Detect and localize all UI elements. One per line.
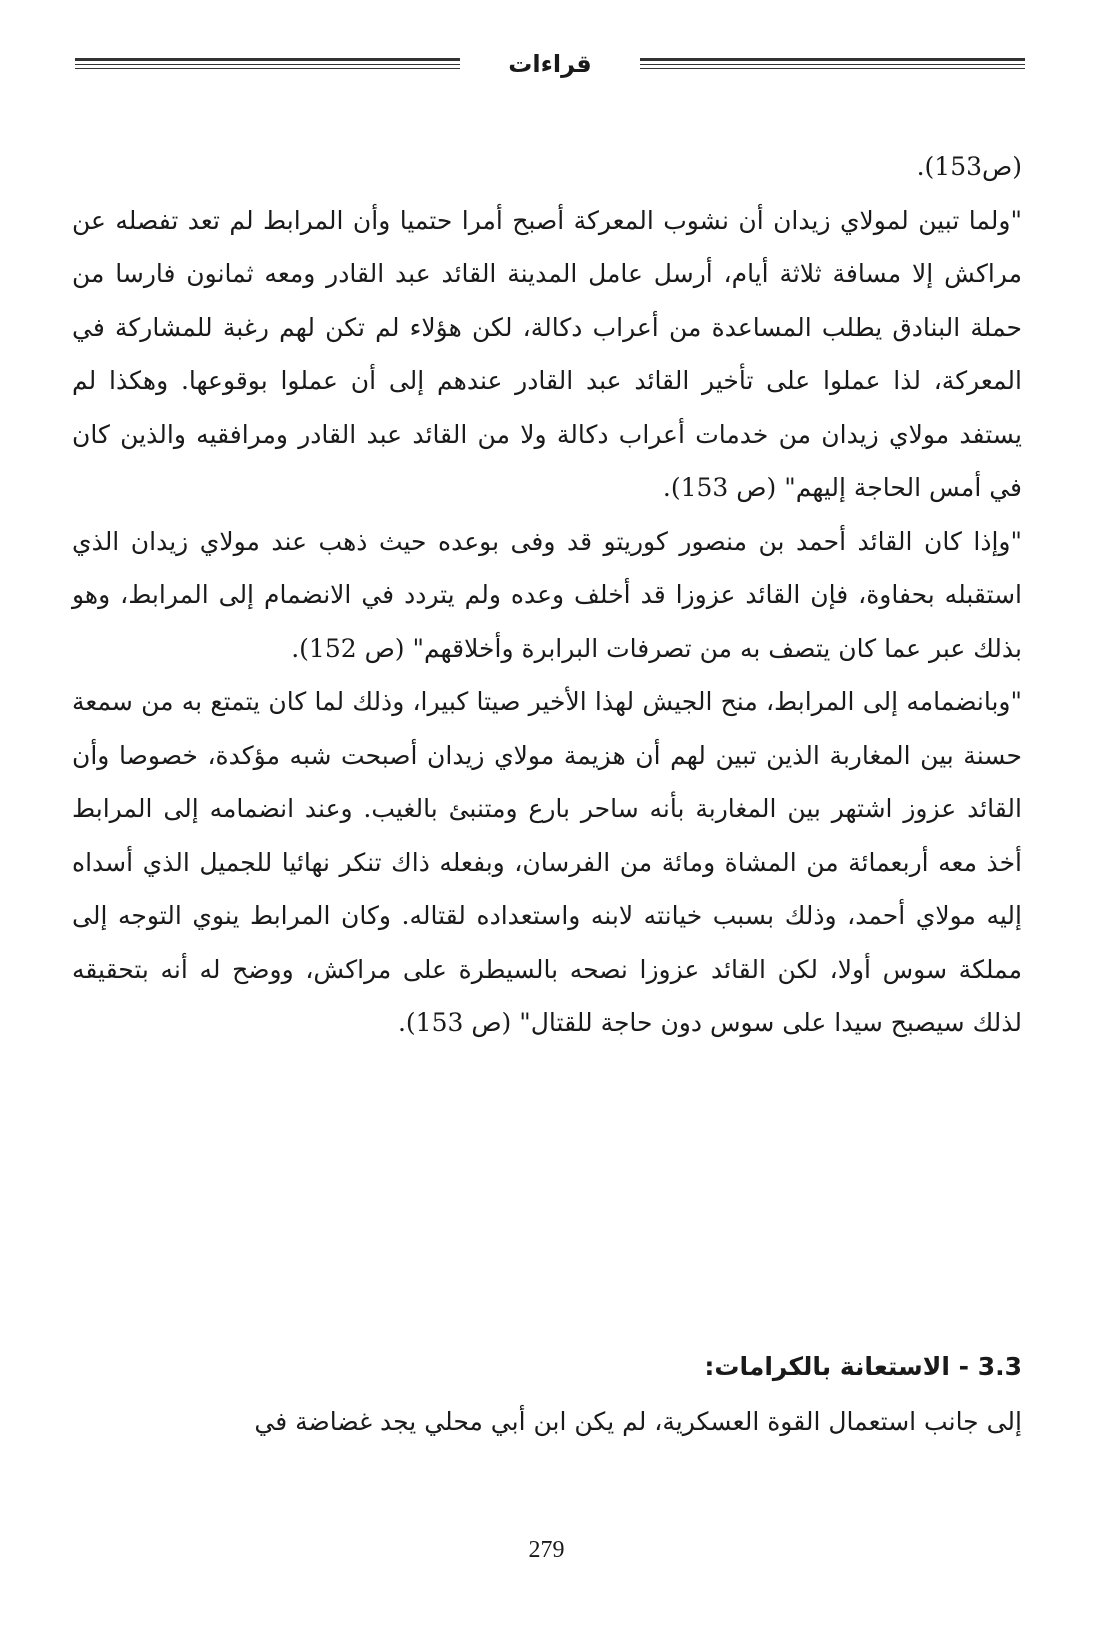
running-header xyxy=(75,44,1025,84)
opening-reference: (ص153). xyxy=(916,152,1022,181)
paragraph-3: "وبانضمامه إلى المرابط، منح الجيش لهذا الأخير صيتا كبيرا، وذلك لما كان يتمتع به من سمعة حسنة بين المغاربة الذين تبين لهم أن هزيمة مولاي زيدان أصبحت شبه مؤكدة، خصوصا وأن القائد عزوز اشتهر بين المغاربة بأنه ساحر بارع ومتنبئ بالغيب. وعند انضمامه إلى المرابط أخذ معه أربعمائة من المشاة ومائة من الفرسان، وبفعله ذاك تنكر نهائيا للجميل الذي أسداه إليه مولاي أحمد، وذلك بسبب خيانته لابنه واستعداده لقتاله. وكان المرابط ينوي التوجه إلى مملكة سوس أولا، لكن القائد عزوزا نصحه بالسيطرة على مراكش، ووضح له أنه بتحقيقه لذلك سيصبح سيدا على سوس دون حاجة للقتال" (ص 153). xyxy=(72,687,1022,1037)
header-rule-right xyxy=(640,58,1025,72)
paragraph-2: "وإذا كان القائد أحمد بن منصور كوريتو قد وفى بوعده حيث ذهب عند مولاي زيدان الذي استقبله بحفاوة، فإن القائد عزوزا قد أخلف وعده ولم يتردد في الانضمام إلى المرابط، وهو بذلك عبر عما كان يتصف به من تصرفات البرابرة وأخلاقهم" (ص 152). xyxy=(72,526,1022,663)
paragraph-1: "ولما تبين لمولاي زيدان أن نشوب المعركة أصبح أمرا حتميا وأن المرابط لم تعد تفصله عن مراكش إلا مسافة ثلاثة أيام، أرسل عامل المدينة القائد عبد القادر ومعه ثمانون فارسا من حملة البنادق يطلب المساعدة من أعراب دكالة، لكن هؤلاء لم تكن لهم رغبة للمشاركة في المعركة، لذا عملوا على تأخير القائد عبد القادر عندهم إلى أن عملوا بوقوعها. وهكذا لم يستفد مولاي زيدان من خدمات أعراب دكالة ولا من القائد عبد القادر ومرافقيه والذين كان في أمس الحاجة إليهم" (ص 153). xyxy=(72,205,1022,502)
section-heading: 3.3 - الاستعانة بالكرامات: xyxy=(704,1352,1022,1381)
header-rule-left xyxy=(75,58,460,72)
running-header-title: قراءات xyxy=(508,50,592,78)
section-first-line: إلى جانب استعمال القوة العسكرية، لم يكن ابن أبي محلي يجد غضاضة في xyxy=(254,1407,1022,1436)
body-text xyxy=(72,140,1022,1050)
page-number: 279 xyxy=(528,1537,565,1563)
